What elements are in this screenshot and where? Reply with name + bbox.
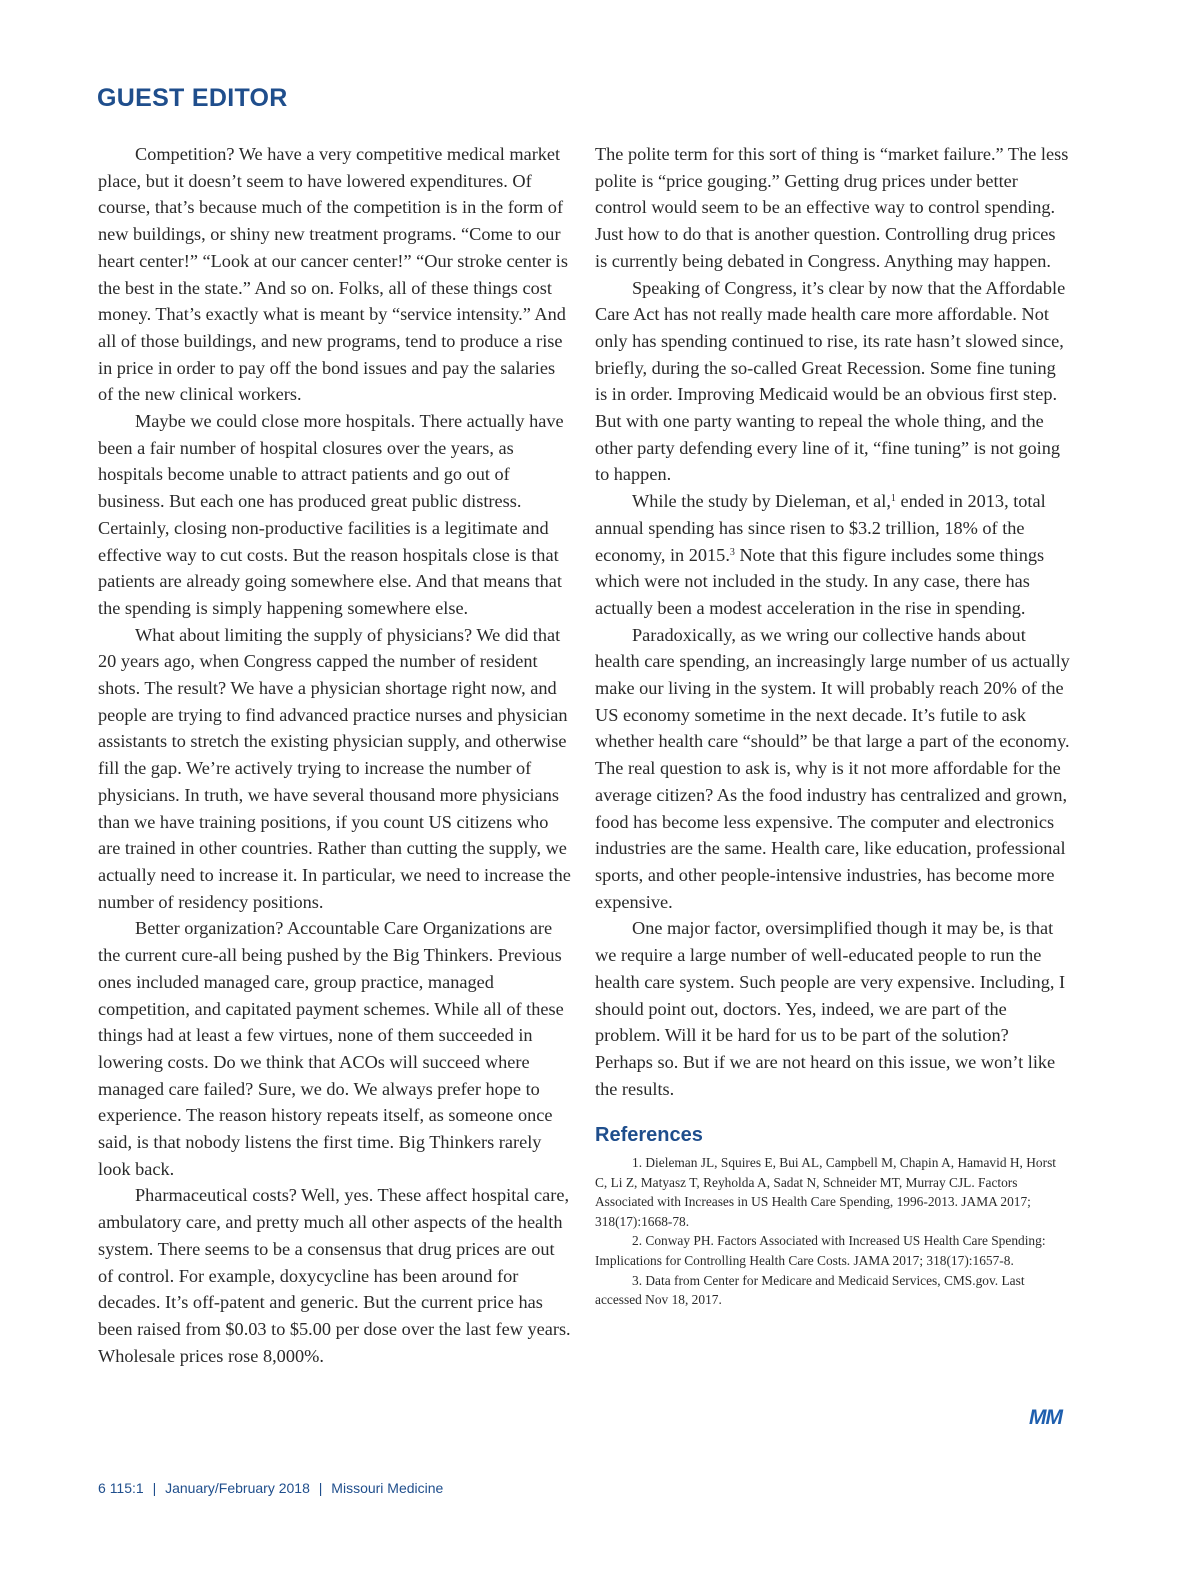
paragraph-aca: Speaking of Congress, it’s clear by now that the Affordable Care Act has not really made health care more affordable. Not only has spending continued to rise, its rate hasn’t slowed since, briefly, during the so-called Great Recession. Some fine tuning is in order. Improving Medicaid would be an obvious first step. But with one party wanting to repeal the whole thing, and the other party defending every line of it, “fine tuning” is not going to happen. bbox=[595, 277, 1066, 485]
dieleman-text-b: ended in 2013, total annual spending has since risen to $3.2 trillion, 18% of the economy, in 2015. bbox=[595, 491, 1046, 565]
missouri-medicine-logo: MM bbox=[1029, 1406, 1062, 1429]
paragraph-organization: Better organization? Accountable Care Organizations are the current cure-all being pushed by the Big Thinkers. Previous ones included managed care, group practice, managed competition, and capitated payment schemes. While all of these things had at least a few virtues, none of them succeeded in lowering costs. Do we think that ACOs will succeed where managed care failed? Sure, we do. We always prefer hope to experience. The reason history repeats itself, as someone once said, is that nobody listens the first time. Big Thinkers rarely look back. bbox=[98, 918, 564, 1179]
paragraph-market-failure: The polite term for this sort of thing is “market failure.” The less polite is “price gouging.” Getting drug prices under better control would seem to be an effective way to control spending. Just how to do that is another question. Controlling drug prices is currently being debated in Congress. Anything may happen. bbox=[595, 144, 1069, 271]
left-column bbox=[98, 141, 574, 1369]
page-number: 6 bbox=[98, 1480, 106, 1496]
reference-item: 3. Data from Center for Medicare and Medicaid Services, CMS.gov. Last accessed Nov 18, 2017. bbox=[595, 1272, 1025, 1308]
right-column bbox=[595, 141, 1071, 1310]
page-footer bbox=[98, 1480, 443, 1496]
paragraph-physicians: What about limiting the supply of physicians? We did that 20 years ago, when Congress capped the number of resident shots. The result? We have a physician shortage right now, and people are trying to find advanced practice nurses and physician assistants to stretch the existing physician supply, and otherwise fill the gap. We’re actively trying to increase the number of physicians. In truth, we have several thousand more physicians than we have training positions, if you count US citizens who are trained in other countries. Rather than cutting the supply, we actually need to increase it. In particular, we need to increase the number of residency positions. bbox=[98, 624, 571, 912]
paragraph-dieleman bbox=[595, 488, 1071, 622]
reference-item: 2. Conway PH. Factors Associated with Increased US Health Care Spending: Implications for Controlling Health Care Costs. JAMA 2017; 318(17):1657-8. bbox=[595, 1233, 1046, 1268]
dieleman-text-a: While the study by Dieleman, et al, bbox=[632, 491, 891, 512]
dieleman-text-c: Note that this figure includes some things which were not included in the study. In any case, there has actually been a modest acceleration in the rise in spending. bbox=[595, 544, 1045, 618]
publication-name: Missouri Medicine bbox=[331, 1480, 444, 1496]
citation-3-link: 3 bbox=[729, 546, 735, 558]
reference-item: 1. Dieleman JL, Squires E, Bui AL, Campbell M, Chapin A, Hamavid H, Horst C, Li Z, Matyasz T, Reyholda A, Sadat N, Schneider MT, Murray CJL. Factors Associated with Increases in US Health Care Spending, 1996-2013. JAMA 2017; 318(17):1668-78. bbox=[595, 1155, 1056, 1229]
section-title: GUEST EDITOR bbox=[97, 84, 288, 112]
references-heading: References bbox=[595, 1124, 703, 1147]
paragraph-competition: Competition? We have a very competitive medical market place, but it doesn’t seem to have lowered expenditures. Of course, that’s because much of the competition is in the form of new buildings, or shiny new treatment programs. “Come to our heart center!” “Look at our cancer center!” “Our stroke center is the best in the state.” And so on. Folks, all of these things cost money. That’s exactly what is meant by “service intensity.” And all of those buildings, and new programs, tend to produce a rise in price in order to pay off the bond issues and pay the salaries of the new clinical workers. bbox=[98, 144, 568, 405]
issue-number: 115:1 bbox=[109, 1480, 144, 1496]
issue-date: January/February 2018 bbox=[165, 1480, 310, 1496]
paragraph-hospitals: Maybe we could close more hospitals. There actually have been a fair number of hospital closures over the years, as hospitals become unable to attract patients and go out of business. But each one has produced great public distress. Certainly, closing non-productive facilities is a legitimate and effective way to cut costs. But the reason hospitals close is that patients are already going somewhere else. And that means that the spending is simply happening somewhere else. bbox=[98, 411, 564, 618]
paragraph-pharmaceutical: Pharmaceutical costs? Well, yes. These affect hospital care, ambulatory care, and pretty much all other aspects of the health system. There seems to be a consensus that drug prices are out of control. For example, doxycycline has been around for decades. It’s off-patent and generic. But the current price has been raised from $0.03 to $5.00 per dose over the last few years. Wholesale prices rose 8,000%. bbox=[98, 1185, 571, 1366]
citation-1-link: 1 bbox=[890, 493, 896, 505]
footer-separator: | bbox=[152, 1480, 157, 1496]
paragraph-paradox: Paradoxically, as we wring our collective hands about health care spending, an increasingly large number of us actually make our living in the system. It will probably reach 20% of the US economy sometime in the next decade. It’s futile to ask whether health care “should” be that large a part of the economy. The real question to ask is, why is it not more affordable for the average citizen? As the food industry has centralized and grown, food has become less expensive. The computer and electronics industries are the same. Health care, like education, professional sports, and other people-intensive industries, has become more expensive. bbox=[595, 624, 1070, 912]
paragraph-major-factor: One major factor, oversimplified though it may be, is that we require a large number of well-educated people to run the health care system. Such people are very expensive. Including, I should point out, doctors. Yes, indeed, we are part of the problem. Will it be hard for us to be part of the solution? Perhaps so. But if we are not heard on this issue, we won’t like the results. bbox=[595, 918, 1066, 1099]
footer-separator: | bbox=[318, 1480, 323, 1496]
